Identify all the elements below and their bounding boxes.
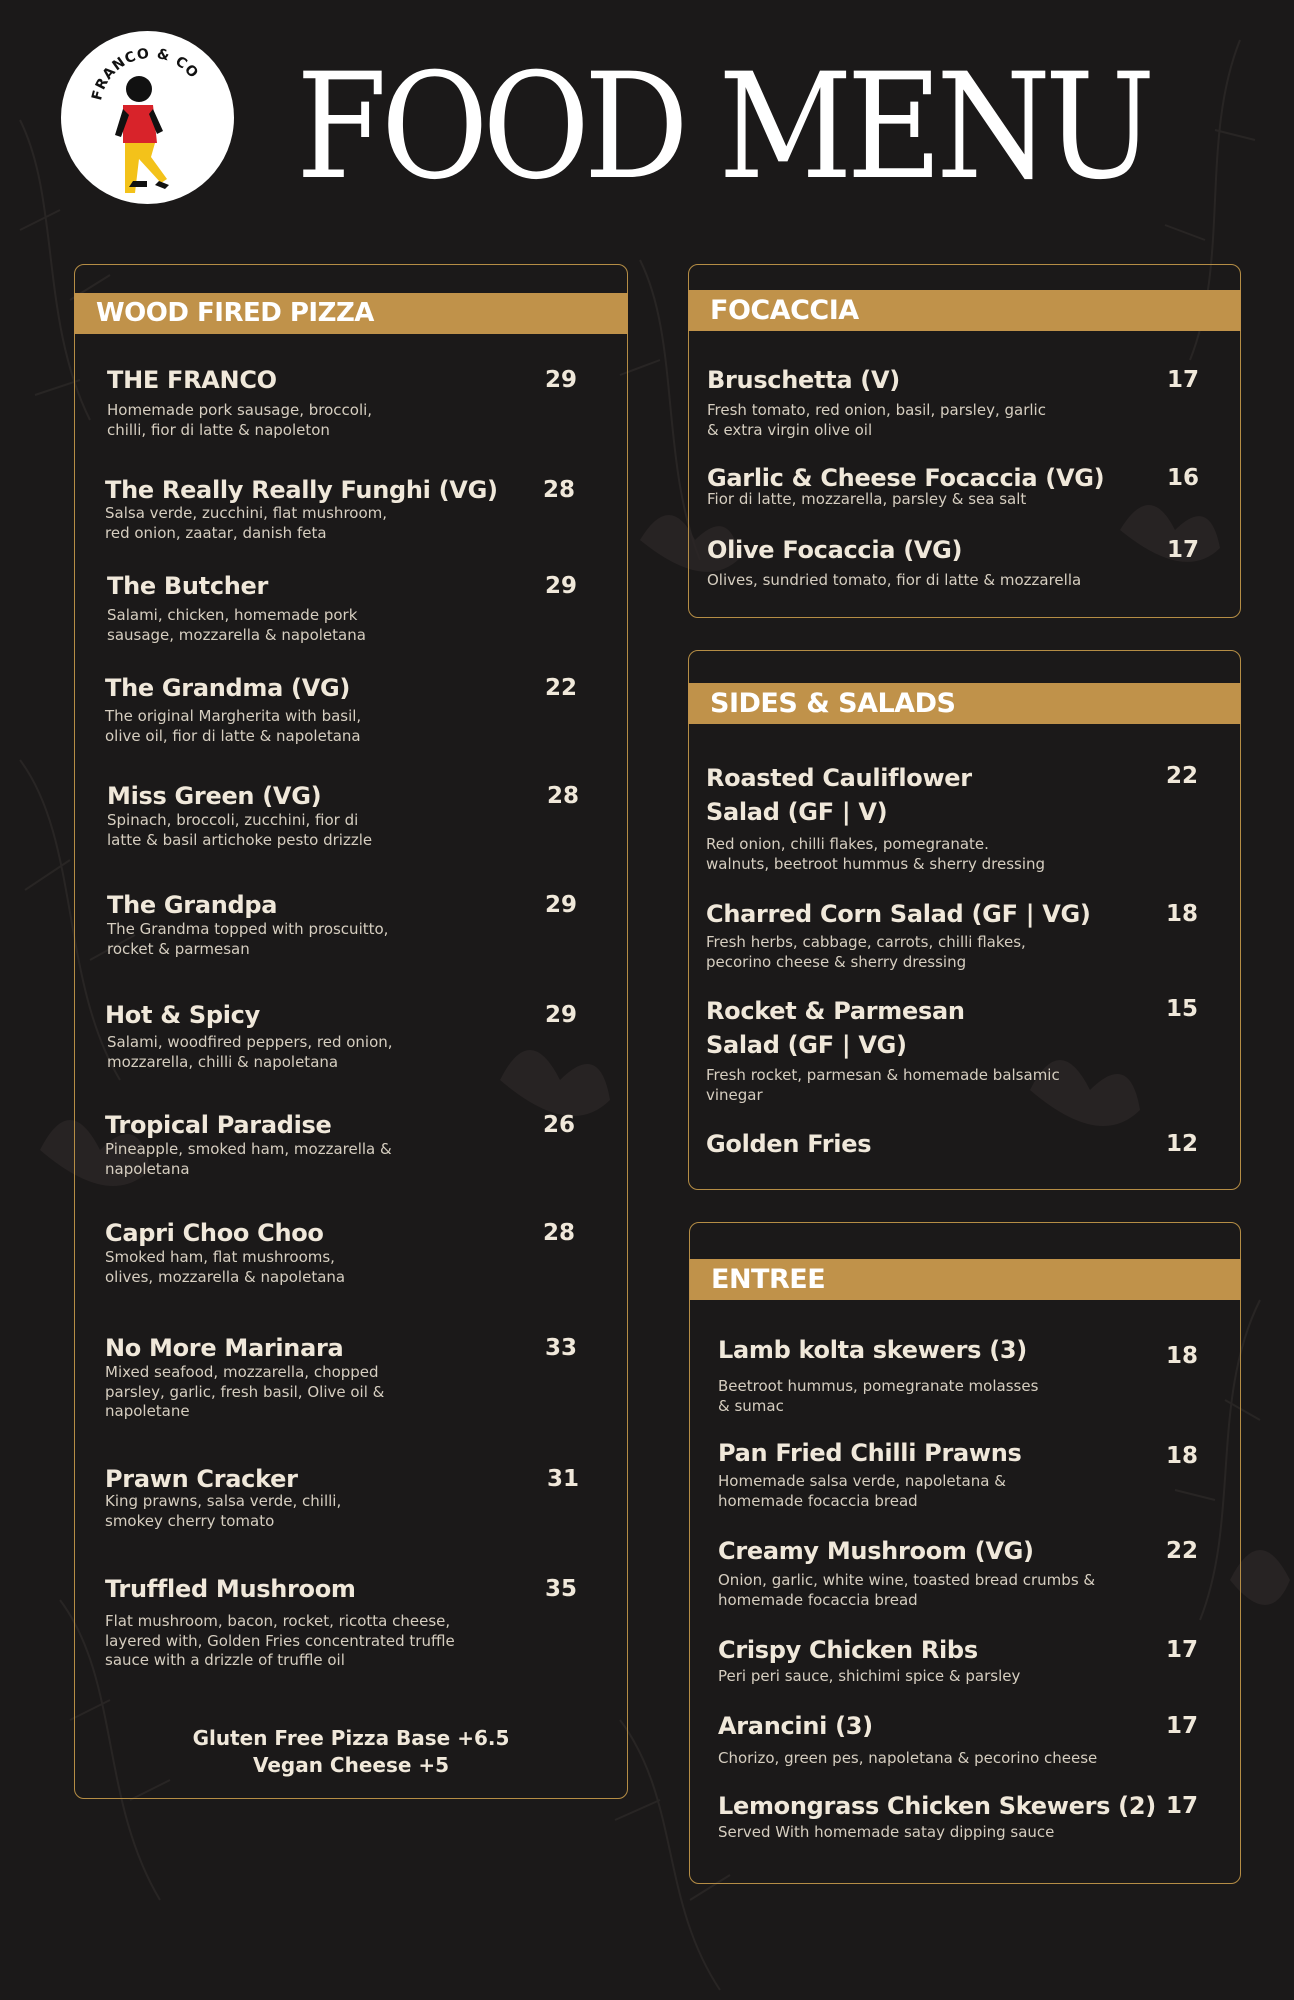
item-description: Fresh tomato, red onion, basil, parsley, garlic & extra virgin olive oil <box>707 401 1046 439</box>
item-name: Lemongrass Chicken Skewers (2) <box>718 1792 1156 1820</box>
item-description: Salsa verde, zucchini, flat mushroom, red onion, zaatar, danish feta <box>105 504 388 542</box>
item-name: Arancini (3) <box>718 1712 873 1740</box>
vegan-cheese-note: Vegan Cheese +5 <box>252 1753 450 1777</box>
gluten-free-base-note: Gluten Free Pizza Base +6.5 <box>192 1726 510 1750</box>
item-price: 12 <box>1165 1131 1198 1157</box>
wood-fired-pizza-panel <box>74 264 628 1799</box>
item-price: 33 <box>544 1335 577 1361</box>
item-description: Beetroot hummus, pomegranate molasses & sumac <box>718 1377 1039 1415</box>
item-price: 31 <box>546 1466 579 1492</box>
item-price: 26 <box>542 1112 575 1138</box>
item-description: Fresh rocket, parmesan & homemade balsamic vinegar <box>706 1066 1060 1104</box>
item-name: The Really Really Funghi (VG) <box>105 476 498 504</box>
item-price: 22 <box>1165 763 1198 789</box>
item-name: The Butcher <box>107 572 269 600</box>
sides-and-salads-heading: SIDES & SALADS <box>688 683 1241 724</box>
item-price: 22 <box>544 675 577 701</box>
item-name: Truffled Mushroom <box>105 1575 356 1603</box>
item-description: Pineapple, smoked ham, mozzarella & napoletana <box>105 1140 392 1178</box>
entree-panel <box>689 1222 1241 1884</box>
item-price: 17 <box>1165 1793 1198 1819</box>
item-price: 29 <box>544 1002 577 1028</box>
item-name: Pan Fried Chilli Prawns <box>718 1439 1022 1467</box>
item-price: 28 <box>546 783 579 809</box>
item-name: Golden Fries <box>706 1130 872 1158</box>
item-price: 16 <box>1166 465 1199 491</box>
item-price: 29 <box>544 573 577 599</box>
item-price: 22 <box>1165 1538 1198 1564</box>
focaccia-heading: FOCACCIA <box>688 290 1241 331</box>
item-description: Olives, sundried tomato, fior di latte & mozzarella <box>707 571 1082 589</box>
item-description: Served With homemade satay dipping sauce <box>718 1823 1055 1841</box>
item-price: 17 <box>1166 537 1199 563</box>
item-price: 29 <box>544 892 577 918</box>
item-price: 28 <box>542 1220 575 1246</box>
item-description: Red onion, chilli flakes, pomegranate. walnuts, beetroot hummus & sherry dressing <box>706 835 1046 873</box>
franco-and-co-logo <box>61 31 234 204</box>
item-description: The original Margherita with basil, olive oil, fior di latte & napoletana <box>105 707 362 745</box>
item-description: Salami, woodfired peppers, red onion, mozzarella, chilli & napoletana <box>107 1033 393 1071</box>
item-name: No More Marinara <box>105 1334 344 1362</box>
item-price: 18 <box>1165 1443 1198 1469</box>
item-price: 17 <box>1166 367 1199 393</box>
item-description: Onion, garlic, white wine, toasted bread crumbs & homemade focaccia bread <box>718 1571 1096 1609</box>
item-description: Mixed seafood, mozzarella, chopped parsley, garlic, fresh basil, Olive oil & napoletane <box>105 1363 385 1420</box>
item-price: 17 <box>1165 1713 1198 1739</box>
item-description: Smoked ham, flat mushrooms, olives, mozzarella & napoletana <box>105 1248 346 1286</box>
item-name: Tropical Paradise <box>105 1111 332 1139</box>
item-price: 35 <box>544 1576 577 1602</box>
item-price: 15 <box>1165 996 1198 1022</box>
item-price: 18 <box>1165 901 1198 927</box>
item-name: Crispy Chicken Ribs <box>718 1636 978 1664</box>
item-name: The Grandpa <box>107 891 278 919</box>
item-name: Rocket & Parmesan Salad (GF | VG) <box>706 997 965 1059</box>
item-description: Peri peri sauce, shichimi spice & parsley <box>718 1667 1021 1685</box>
item-description: King prawns, salsa verde, chilli, smokey cherry tomato <box>105 1492 342 1530</box>
item-description: The Grandma topped with proscuitto, rocket & parmesan <box>107 920 389 958</box>
item-price: 18 <box>1165 1343 1198 1369</box>
item-name: Charred Corn Salad (GF | VG) <box>706 900 1091 928</box>
entree-heading: ENTREE <box>689 1259 1241 1300</box>
item-description: Spinach, broccoli, zucchini, fior di latte & basil artichoke pesto drizzle <box>107 811 373 849</box>
wood-fired-pizza-heading: WOOD FIRED PIZZA <box>74 293 628 334</box>
item-description: Flat mushroom, bacon, rocket, ricotta cheese, layered with, Golden Fries concentrated truffle sauce with a drizzle of truffle oil <box>105 1612 455 1669</box>
item-description: Fior di latte, mozzarella, parsley & sea salt <box>707 490 1027 508</box>
item-price: 28 <box>542 477 575 503</box>
page-title: FOOD MENU <box>296 42 1150 212</box>
item-name: Prawn Cracker <box>105 1465 298 1493</box>
item-description: Chorizo, green pes, napoletana & pecorino cheese <box>718 1749 1098 1767</box>
item-name: Creamy Mushroom (VG) <box>718 1537 1034 1565</box>
item-name: Olive Focaccia (VG) <box>707 536 963 564</box>
item-description: Homemade pork sausage, broccoli, chilli, fior di latte & napoleton <box>107 401 373 439</box>
item-name: Garlic & Cheese Focaccia (VG) <box>707 464 1105 492</box>
item-name: Roasted Cauliflower Salad (GF | V) <box>706 764 972 826</box>
item-name: Hot & Spicy <box>105 1001 260 1029</box>
item-name: Miss Green (VG) <box>107 782 322 810</box>
item-name: Bruschetta (V) <box>707 366 900 394</box>
item-price: 29 <box>544 367 577 393</box>
item-name: THE FRANCO <box>107 366 277 394</box>
item-name: Capri Choo Choo <box>105 1219 324 1247</box>
svg-text:FRANCO & CO: FRANCO & CO <box>89 45 202 103</box>
focaccia-panel <box>688 264 1241 618</box>
item-description: Homemade salsa verde, napoletana & homemade focaccia bread <box>718 1472 1006 1510</box>
sides-and-salads-panel <box>688 650 1241 1190</box>
item-description: Salami, chicken, homemade pork sausage, mozzarella & napoletana <box>107 606 366 644</box>
item-name: Lamb kolta skewers (3) <box>718 1336 1027 1364</box>
item-name: The Grandma (VG) <box>105 674 351 702</box>
item-description: Fresh herbs, cabbage, carrots, chilli flakes, pecorino cheese & sherry dressing <box>706 933 1026 971</box>
item-price: 17 <box>1165 1637 1198 1663</box>
